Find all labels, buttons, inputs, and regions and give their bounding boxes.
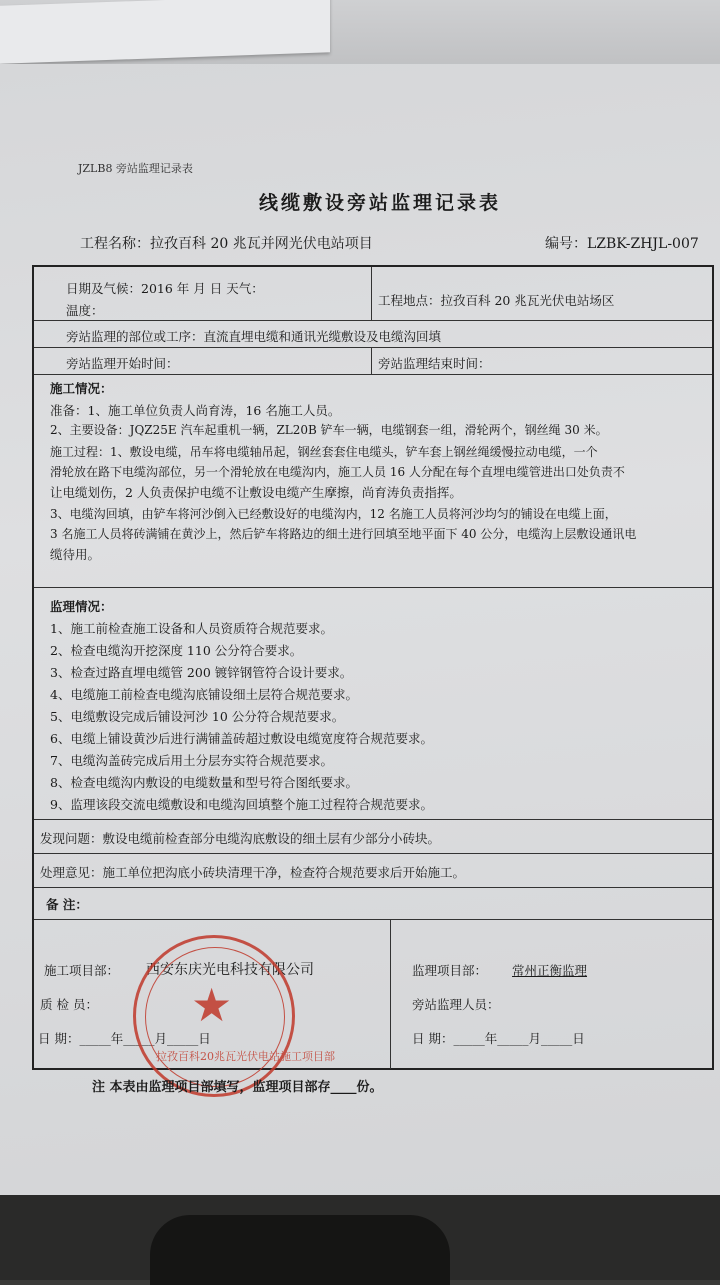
construction-line: 缆待用。 [50, 547, 101, 562]
construction-line: 施工过程：1、敷设电缆，吊车将电缆轴吊起，钢丝套套住电缆头，铲车套上钢丝绳缓慢拉动电缆，一个 [50, 445, 598, 459]
date-left: 日 期：_____年_____月_____日 [38, 1031, 211, 1046]
project-location: 工程地点：拉孜百科 20 兆瓦光伏电站场区 [378, 293, 615, 308]
date-weather: 日期及气候：2016 年 月 日 天气： [66, 281, 264, 296]
divider [371, 267, 372, 320]
supervision-item: 7、电缆沟盖砖完成后用土分层夯实符合规范要求。 [50, 753, 333, 768]
construction-line: 2、主要设备：JQZ25E 汽车起重机一辆，ZL20B 铲车一辆，电缆钢套一组，滑轮两个，钢丝绳 30 米。 [50, 423, 608, 437]
construction-line: 3、电缆沟回填，由铲车将河沙倒入已经敷设好的电缆沟内，12 名施工人员将河沙均匀的铺设在电缆上面， [50, 507, 617, 521]
supervisor-label: 监理项目部： [412, 963, 488, 978]
divider [34, 374, 712, 375]
star-icon: ★ [191, 978, 233, 1032]
construction-line: 准备：1、施工单位负责人尚育涛，16 名施工人员。 [50, 403, 341, 418]
supervision-item: 9、监理该段交流电缆敷设和电缆沟回填整个施工过程符合规范要求。 [50, 797, 433, 812]
remarks: 备 注： [46, 897, 88, 912]
supervision-scope: 旁站监理的部位或工序：直流直埋电缆和通讯光缆敷设及电缆沟回填 [66, 329, 442, 344]
construction-line: 3 名施工人员将砖满铺在黄沙上，然后铲车将路边的细土进行回填至地平面下 40 公分，电缆沟上层敷设通讯电 [50, 527, 637, 541]
project-name: 工程名称：拉孜百科 20 兆瓦并网光伏电站项目 [80, 236, 373, 252]
divider [34, 919, 712, 920]
document-title: 线缆敷设旁站监理记录表 [258, 192, 501, 214]
company-seal [133, 935, 335, 1097]
date-right: 日 期：_____年_____月_____日 [412, 1031, 585, 1046]
divider [371, 347, 372, 374]
supervision-heading: 监理情况： [50, 599, 113, 614]
supervision-item: 1、施工前检查施工设备和人员资质符合规范要求。 [50, 621, 333, 636]
seal-text: 拉孜百科20兆瓦光伏电站施工项目部 [156, 1050, 335, 1063]
supervision-item: 8、检查电缆沟内敷设的电缆数量和型号符合图纸要求。 [50, 775, 358, 790]
divider [34, 320, 712, 321]
construction-line: 滑轮放在路下电缆沟部位，另一个滑轮放在电缆沟内，施工人员 16 人分配在每个直埋电缆管进出口处负责不 [50, 465, 625, 479]
document-number: 编号：LZBK-ZHJL-007 [545, 236, 699, 252]
record-table [32, 265, 714, 1070]
construction-heading: 施工情况： [50, 381, 113, 396]
divider [34, 347, 712, 348]
divider [34, 587, 712, 588]
supervision-item: 6、电缆上铺设黄沙后进行满铺盖砖超过敷设电缆宽度符合规范要求。 [50, 731, 433, 746]
temperature: 温度： [66, 303, 104, 318]
form-code: JZLB8 旁站监理记录表 [78, 162, 193, 175]
shoe-shadow [150, 1215, 450, 1285]
supervision-item: 2、检查电缆沟开挖深度 110 公分符合要求。 [50, 643, 303, 658]
background-bottom [0, 1195, 720, 1280]
supervision-item: 3、检查过路直埋电缆管 200 镀锌钢管符合设计要求。 [50, 665, 353, 680]
divider [390, 919, 391, 1069]
supervisor-name: 常州正衡监理 [512, 963, 588, 978]
issues-found: 发现问题：敷设电缆前检查部分电缆沟底敷设的细土层有少部分小砖块。 [40, 831, 441, 846]
handling-opinion: 处理意见：施工单位把沟底小砖块清理干净，检查符合规范要求后开始施工。 [40, 865, 466, 880]
contractor-name: 西安东庆光电科技有限公司 [146, 962, 314, 978]
contractor-label: 施工项目部： [44, 963, 120, 978]
inspector-label: 质 检 员： [40, 997, 98, 1012]
end-time: 旁站监理结束时间： [378, 356, 491, 371]
supervision-item: 5、电缆敷设完成后铺设河沙 10 公分符合规范要求。 [50, 709, 345, 724]
supervision-item: 4、电缆施工前检查电缆沟底铺设细土层符合规范要求。 [50, 687, 358, 702]
start-time: 旁站监理开始时间： [66, 356, 179, 371]
divider [34, 853, 712, 854]
divider [34, 819, 712, 820]
footer-note: 注 本表由监理项目部填写，监理项目部存____份。 [92, 1080, 383, 1095]
site-supervisor-label: 旁站监理人员： [412, 997, 500, 1012]
divider [34, 887, 712, 888]
construction-line: 让电缆划伤，2 人负责保护电缆不让敷设电缆产生摩擦，尚育涛负责指挥。 [50, 485, 462, 500]
